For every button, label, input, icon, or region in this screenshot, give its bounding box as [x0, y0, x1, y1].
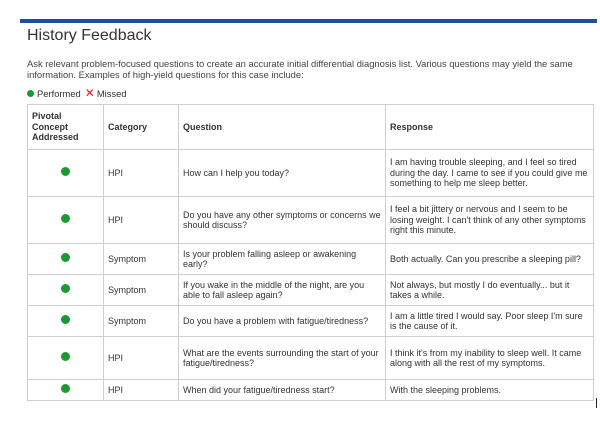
column-header-category: Category	[104, 105, 179, 150]
legend-missed-label: Missed	[96, 88, 127, 99]
header-accent-bar	[20, 19, 597, 23]
category-cell: Symptom	[104, 244, 179, 275]
question-cell: When did your fatigue/tiredness start?	[179, 380, 386, 401]
response-cell: I am a little tired I would say. Poor sleep I'm sure is the cause of it.	[386, 306, 594, 337]
question-cell: If you wake in the middle of the night, are you able to fall asleep again?	[179, 275, 386, 306]
table-header-row	[28, 105, 594, 150]
missed-x-icon: ✕	[84, 86, 95, 100]
column-header-concept: Pivotal Concept Addressed	[28, 105, 104, 150]
performed-dot-icon	[61, 253, 70, 262]
table-row	[28, 150, 594, 197]
table-row	[28, 197, 594, 244]
legend	[27, 88, 127, 99]
category-cell: HPI	[104, 197, 179, 244]
performed-dot-icon	[61, 214, 70, 223]
performed-dot-icon	[61, 284, 70, 293]
table-row	[28, 337, 594, 380]
concept-cell	[28, 197, 104, 244]
text-cursor	[596, 398, 597, 408]
table-row	[28, 306, 594, 337]
question-cell: What are the events surrounding the start of your fatigue/tiredness?	[179, 337, 386, 380]
response-cell: Both actually. Can you prescribe a sleeping pill?	[386, 244, 594, 275]
category-cell: Symptom	[104, 306, 179, 337]
feedback-table	[27, 104, 594, 401]
performed-dot-icon	[61, 167, 70, 176]
concept-cell	[28, 337, 104, 380]
category-cell: HPI	[104, 380, 179, 401]
response-cell: With the sleeping problems.	[386, 380, 594, 401]
concept-cell	[28, 380, 104, 401]
response-cell: I feel a bit jittery or nervous and I seem to be losing weight. I can't think of any other symptoms right this minute.	[386, 197, 594, 244]
question-cell: Do you have any other symptoms or concerns we should discuss?	[179, 197, 386, 244]
table-row	[28, 244, 594, 275]
table-row	[28, 380, 594, 401]
performed-dot-icon	[27, 90, 34, 97]
category-cell: Symptom	[104, 275, 179, 306]
question-cell: Do you have a problem with fatigue/tiredness?	[179, 306, 386, 337]
column-header-response: Response	[386, 105, 594, 150]
page-title: History Feedback	[27, 27, 152, 44]
question-cell: Is your problem falling asleep or awakening early?	[179, 244, 386, 275]
response-cell: I am having trouble sleeping, and I feel so tired during the day. I came to see if you could give me something to help me sleep better.	[386, 150, 594, 197]
table-row	[28, 275, 594, 306]
performed-dot-icon	[61, 352, 70, 361]
performed-dot-icon	[61, 315, 70, 324]
concept-cell	[28, 150, 104, 197]
concept-cell	[28, 244, 104, 275]
column-header-question: Question	[179, 105, 386, 150]
category-cell: HPI	[104, 337, 179, 380]
response-cell: Not always, but mostly I do eventually... but it takes a while.	[386, 275, 594, 306]
question-cell: How can I help you today?	[179, 150, 386, 197]
response-cell: I think it's from my inability to sleep well. It came along with all the rest of my symptoms.	[386, 337, 594, 380]
concept-cell	[28, 306, 104, 337]
performed-dot-icon	[61, 384, 70, 393]
category-cell: HPI	[104, 150, 179, 197]
concept-cell	[28, 275, 104, 306]
intro-text: Ask relevant problem-focused questions to create an accurate initial differential diagnosis list. Various questions may yield the same information. Examples of high-yield questions for this case include:	[27, 58, 573, 80]
legend-performed-label: Performed	[37, 88, 81, 99]
